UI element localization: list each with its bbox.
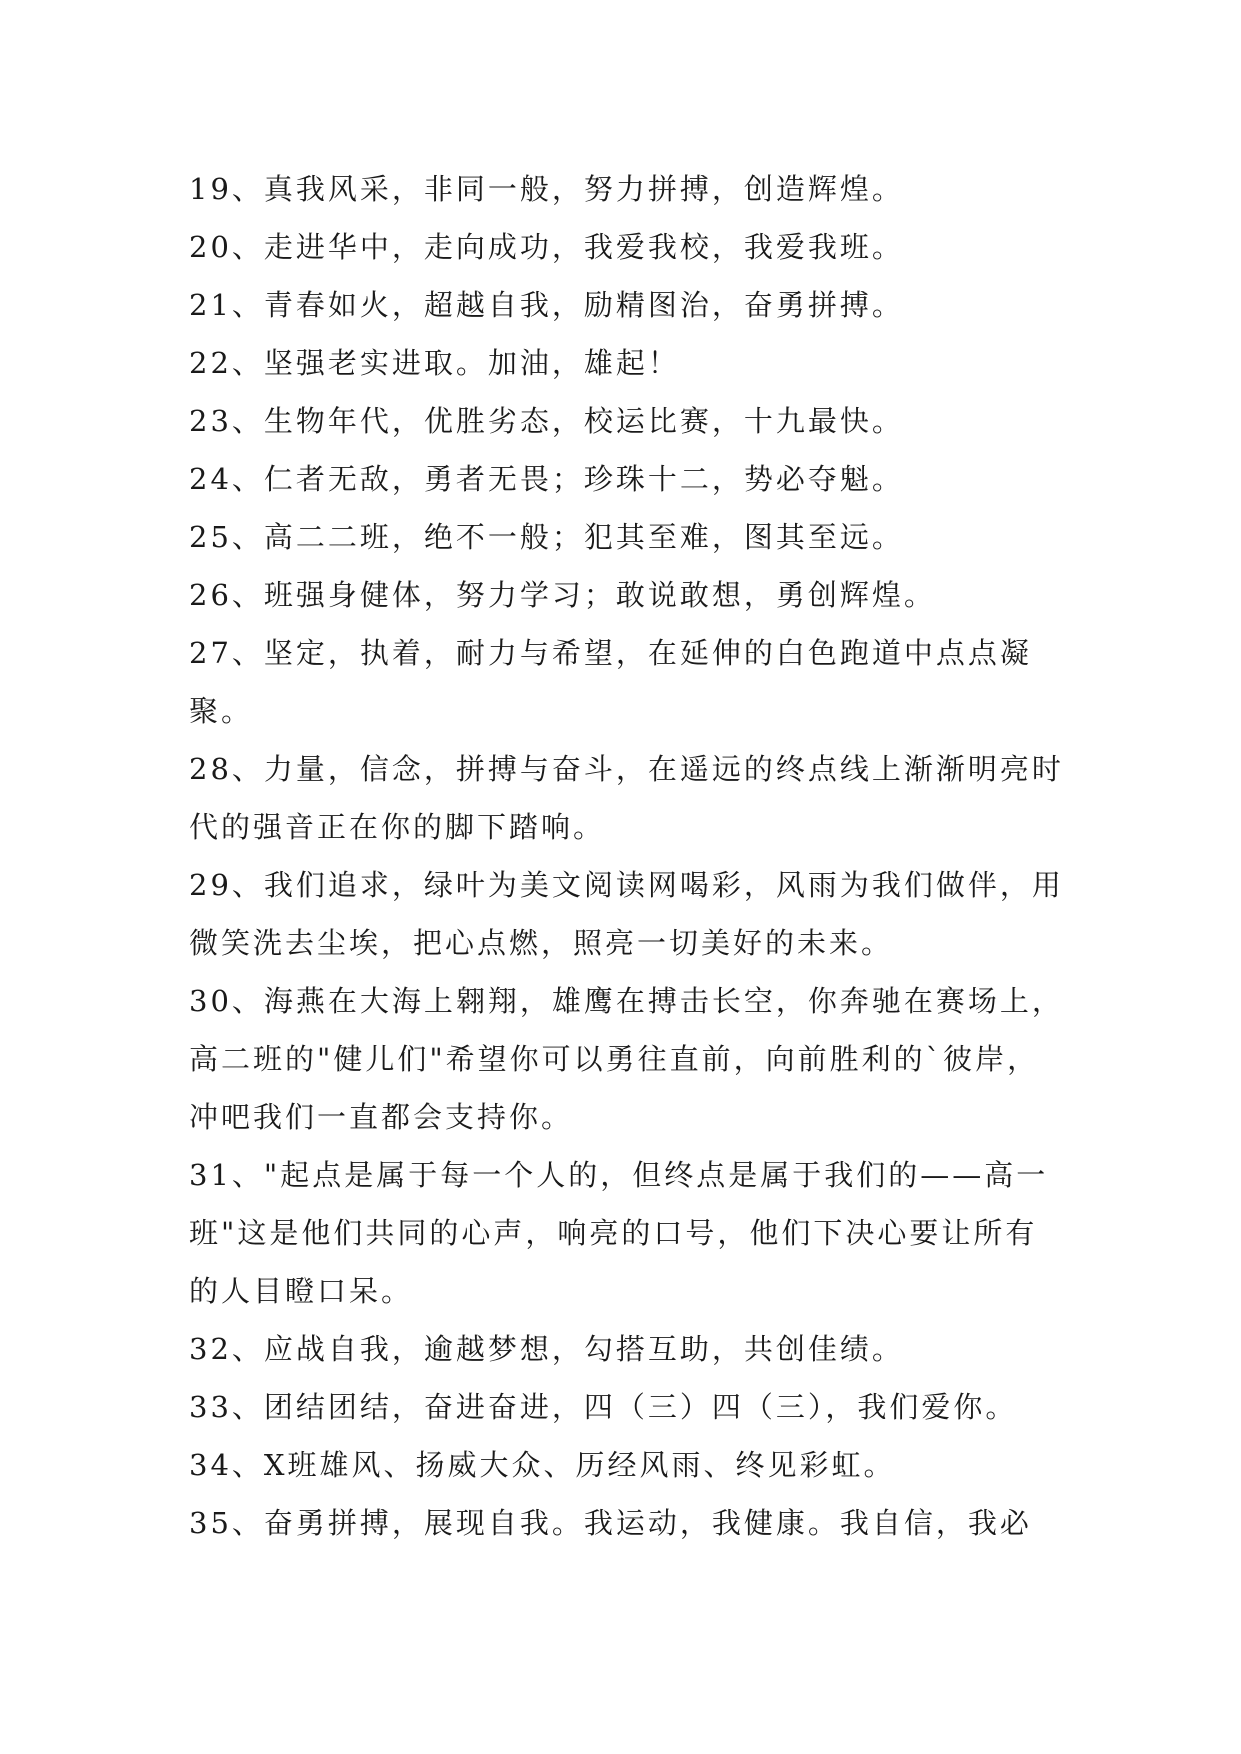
list-item: 30、海燕在大海上翱翔，雄鹰在搏击长空，你奔驰在赛场上，高二班的"健儿们"希望你可以勇往直前，向前胜利的`彼岸，冲吧我们一直都会支持你。 [189,984,1064,1134]
list-item: 34、X班雄风、扬威大众、历经风雨、终见彩虹。 [189,1448,896,1482]
list-item: 20、走进华中，走向成功，我爱我校，我爱我班。 [189,230,904,264]
list-item: 21、青春如火，超越自我，励精图治，奋勇拼搏。 [189,288,904,322]
list-item: 19、真我风采，非同一般，努力拼搏，创造辉煌。 [189,172,904,206]
list-item: 22、坚强老实进取。加油，雄起！ [189,346,680,380]
list-item: 27、坚定，执着，耐力与希望，在延伸的白色跑道中点点凝聚。 [189,636,1032,728]
list-item: 23、生物年代，优胜劣态，校运比赛，十九最快。 [189,404,904,438]
list-item: 26、班强身健体，努力学习；敢说敢想，勇创辉煌。 [189,578,936,612]
list-item: 31、"起点是属于每一个人的，但终点是属于我们的——高一班"这是他们共同的心声，响亮的口号，他们下决心要让所有的人目瞪口呆。 [189,1158,1049,1308]
list-item: 25、高二二班，绝不一般；犯其至难，图其至远。 [189,520,904,554]
list-item: 28、力量，信念，拼搏与奋斗，在遥远的终点线上渐渐明亮时代的强音正在你的脚下踏响。 [189,752,1064,844]
slogan-list [189,160,1065,1552]
list-item: 33、团结团结，奋进奋进，四（三）四（三），我们爱你。 [189,1390,1018,1424]
list-item: 29、我们追求，绿叶为美文阅读网喝彩，风雨为我们做伴，用微笑洗去尘埃，把心点燃，照亮一切美好的未来。 [189,868,1064,960]
list-item: 24、仁者无敌，勇者无畏；珍珠十二，势必夺魁。 [189,462,904,496]
list-item: 32、应战自我，逾越梦想，勾搭互助，共创佳绩。 [189,1332,904,1366]
list-item: 35、奋勇拼搏，展现自我。我运动，我健康。我自信，我必 [189,1506,1032,1540]
